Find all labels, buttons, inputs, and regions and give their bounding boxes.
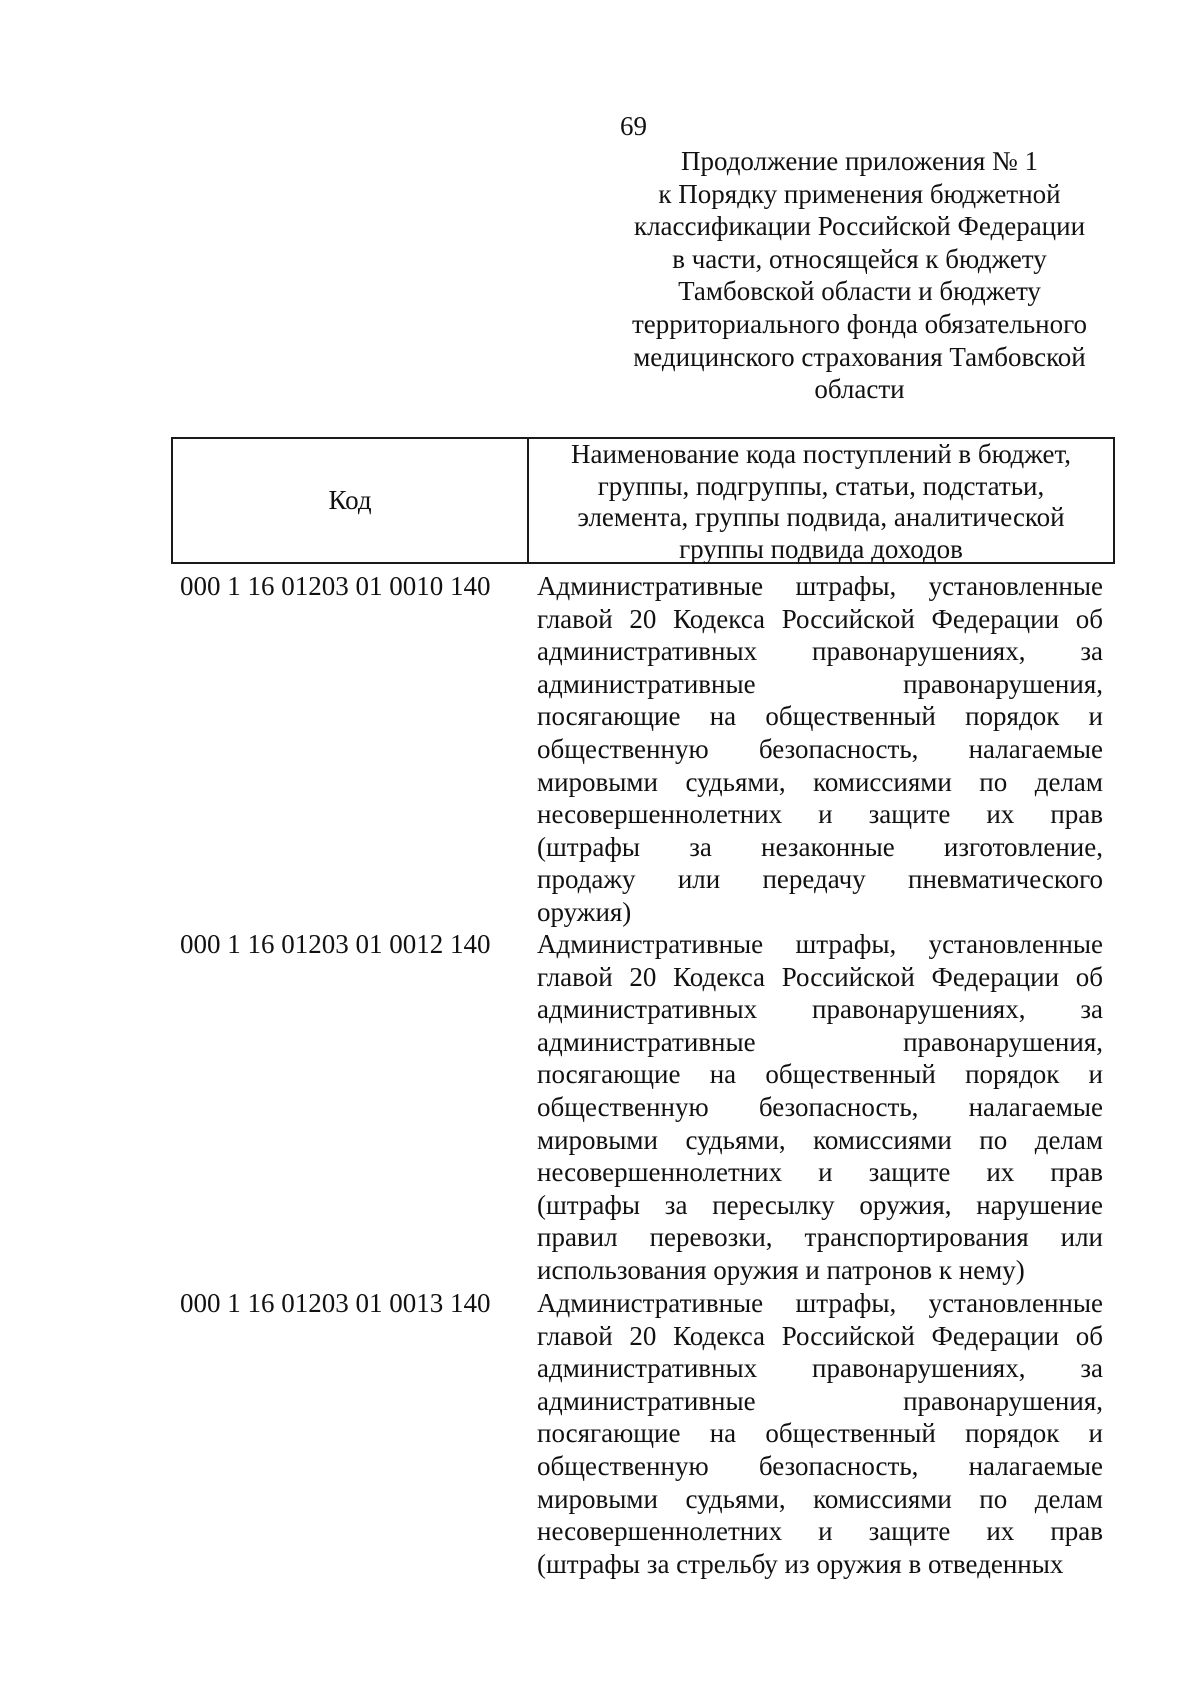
row-description (537, 570, 1103, 929)
row-description (537, 1287, 1103, 1580)
header-line: Тамбовской области и бюджету (678, 276, 1041, 307)
table-header (171, 437, 1115, 564)
description-line: (штрафы за незаконные изготовление, (537, 831, 1103, 862)
description-line: мировыми судьями, комиссиями по делам (537, 1483, 1103, 1514)
description-line: (штрафы за пересылку оружия, нарушение (537, 1189, 1103, 1220)
page-number: 69 (620, 111, 647, 141)
column-header-name-line: Наименование кода поступлений в бюджет, (570, 439, 1072, 469)
description-line: Административные штрафы, установленные (537, 929, 1103, 959)
description-line: оружия) (537, 896, 632, 927)
row-description (537, 928, 1103, 1287)
description-line: общественную безопасность, налагаемые (537, 1450, 1103, 1481)
column-header-name-line: группы, подгруппы, статьи, подстатьи, (597, 470, 1045, 501)
description-line: посягающие на общественный порядок и (537, 1418, 1103, 1449)
appendix-header (612, 145, 1107, 406)
description-line: административные правонарушения, (537, 668, 1103, 699)
description-line: административных правонарушениях, за (537, 1353, 1103, 1384)
row-code: 000 1 16 01203 01 0013 140 (180, 1288, 491, 1318)
header-line: в части, относящейся к бюджету (672, 243, 1047, 274)
row-code: 000 1 16 01203 01 0012 140 (180, 929, 491, 959)
description-line: несовершеннолетних и защите их прав (537, 799, 1103, 830)
description-line: общественную безопасность, налагаемые (537, 1091, 1103, 1122)
header-line: медицинского страхования Тамбовской (633, 341, 1086, 372)
description-line: главой 20 Кодекса Российской Федерации об (537, 1320, 1103, 1351)
description-line: административных правонарушениях, за (537, 994, 1103, 1025)
header-line: к Порядку применения бюджетной (658, 178, 1061, 209)
description-line: главой 20 Кодекса Российской Федерации об (537, 961, 1103, 992)
column-header-code: Код (173, 439, 529, 562)
description-line: мировыми судьями, комиссиями по делам (537, 1124, 1103, 1155)
description-line: несовершеннолетних и защите их прав (537, 1157, 1103, 1188)
description-line: Административные штрафы, установленные (537, 1288, 1103, 1318)
column-header-name-line: элемента, группы подвида, аналитической (577, 502, 1065, 532)
description-line: общественную безопасность, налагаемые (537, 733, 1103, 764)
description-line: административных правонарушениях, за (537, 636, 1103, 667)
header-line: Продолжение приложения № 1 (680, 146, 1039, 176)
description-line: (штрафы за стрельбу из оружия в отведенных (537, 1548, 1064, 1579)
row-code: 000 1 16 01203 01 0010 140 (180, 571, 491, 601)
description-line: административные правонарушения, (537, 1026, 1103, 1057)
description-line: несовершеннолетних и защите их прав (537, 1516, 1103, 1547)
description-line: главой 20 Кодекса Российской Федерации об (537, 603, 1103, 634)
description-line: Административные штрафы, установленные (537, 571, 1103, 601)
header-line: области (814, 374, 905, 405)
header-line: территориального фонда обязательного (631, 308, 1087, 339)
description-line: продажу или передачу пневматического (537, 864, 1103, 895)
header-line: классификации Российской Федерации (633, 211, 1086, 242)
description-line: посягающие на общественный порядок и (537, 1059, 1103, 1090)
description-line: использования оружия и патронов к нему) (537, 1254, 1025, 1285)
description-line: административные правонарушения, (537, 1385, 1103, 1416)
column-header-name-line: группы подвида доходов (679, 533, 963, 564)
column-header-name (529, 439, 1113, 562)
description-line: правил перевозки, транспортирования или (537, 1222, 1103, 1253)
description-line: мировыми судьями, комиссиями по делам (537, 766, 1103, 797)
description-line: посягающие на общественный порядок и (537, 701, 1103, 732)
